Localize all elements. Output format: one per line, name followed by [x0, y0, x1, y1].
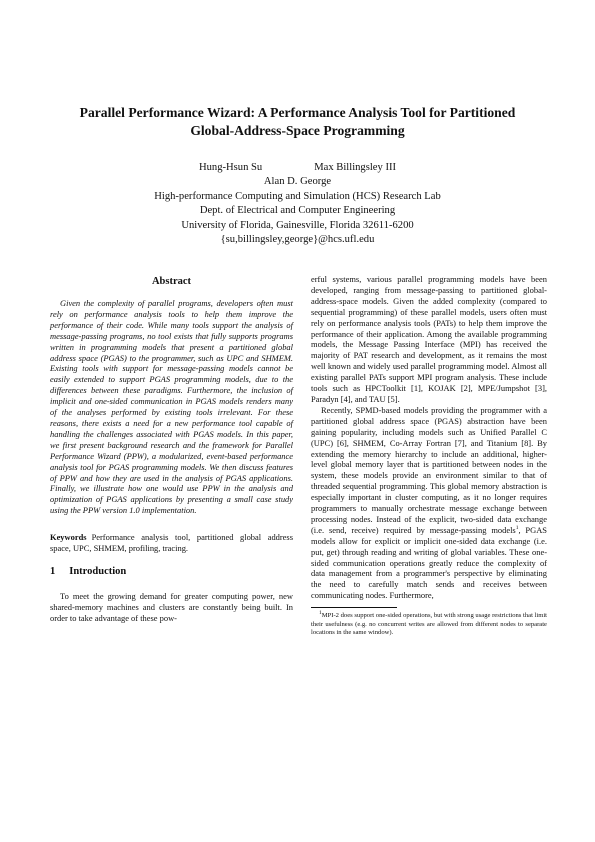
intro-paragraph-2-part-a: Recently, SPMD-based models providing the programmer with a partitioned global address space (PGAS) abstraction have been gaining popularity, including models such as Unified Parallel C (UPC) [6], SHMEM, Co-Array Fortran [7], and Titanium [8]. By extending the memory hierarchy to include an additional, higher-level global memory layer that is partitioned between nodes in the system, these models provide an environment similar to that of threaded sequential programming. This global memory abstraction is especially important in cluster computing, as it no longer requires programmers to manually orchestrate message exchange between processing nodes. Instead of the explicit, two-sided data exchange (i.e. send, receive) required by message-passing models — [311, 404, 547, 535]
author-3: Alan D. George — [263, 176, 332, 188]
footnote-mark: 1 — [319, 610, 322, 616]
right-column — [311, 274, 547, 638]
intro-paragraph-2-part-b: , PGAS models allow for explicit or implicit one-sided data exchange (i.e. put, get) through reading and writing of global variables. These one-sided communication operations greatly reduce the complexity of data management from a programmer's perspective by eliminating the need to carefully match sends and receives between communicating nodes. Furthermore, — [311, 524, 548, 601]
author-block — [40, 161, 555, 247]
title-line-2: Global-Address-Space Programming — [190, 123, 405, 138]
section-title: Introduction — [69, 565, 127, 577]
paper-title — [40, 104, 555, 140]
title-line-1: Parallel Performance Wizard: A Performance Analysis Tool for Partitioned — [79, 105, 516, 120]
intro-paragraph-2 — [311, 405, 547, 601]
affiliation-dept: Dept. of Electrical and Computer Engineering — [199, 205, 396, 217]
left-column — [50, 275, 293, 624]
author-1: Hung-Hsun Su — [198, 162, 263, 173]
section-heading-introduction — [50, 565, 293, 579]
affiliation-lab: High-performance Computing and Simulation (HCS) Research Lab — [154, 190, 441, 202]
author-names-row — [40, 161, 555, 175]
author-2: Max Billingsley III — [314, 162, 397, 173]
footnote-ref: 1 — [515, 525, 519, 532]
author-email: {su,billingsley,george}@hcs.ufl.edu — [220, 234, 375, 246]
abstract-text: Given the complexity of parallel programs, developers often must rely on performance analysis tools to help them improve the performance of their code. While many tools support the analysis of message-passing programs, no tool exists that fully supports programs written in programming models that present a partitioned global address space (PGAS) to the programmer, such as UPC and SHMEM. Existing tools with support for message-passing models cannot be easily extended to support PGAS programming models, due to the differences between these paradigms. Furthermore, the inclusion of implicit and one-sided communication in PGAS models renders many of the analyses performed by existing tools irrelevant. For these reasons, there exists a need for a new performance tool capable of handling the challenges associated with PGAS models. In this paper, we first present background research and the framework for Parallel Performance Wizard (PPW), a modularized, event-based performance analysis tool for PGAS programming models. We then discuss features of PPW and how they are used in the analysis of PGAS applications. Finally, we illustrate how one would use PPW in the analysis and optimization of PGAS applications by presenting a small case study using the PPW version 1.0 implementation. — [50, 298, 293, 516]
section-number: 1 — [50, 565, 56, 577]
footnote-text: MPI-2 does support one-sided operations, but with strong usage restrictions that limit their usefulness (e.g. no concurrent writes are allowed from different nodes to separate locations in the same window). — [311, 612, 548, 637]
keywords — [50, 532, 293, 554]
footnote — [311, 612, 547, 638]
footnote-rule — [311, 607, 397, 608]
keywords-label: Keywords — [50, 532, 87, 543]
intro-paragraph-1-start: To meet the growing demand for greater computing power, new shared-memory machines and clusters are constantly being built. In order to take advantage of these pow- — [50, 590, 293, 623]
abstract-heading: Abstract — [151, 276, 192, 287]
intro-paragraph-1-continued: erful systems, various parallel programming models have been developed, ranging from message-passing to partitioned global-address-space models. Given the added complexity (compared to sequential programming) of these parallel models, users often must rely on performance analysis tools (PATs) to help them improve the performance of their application. Among the available programming models, the Message Passing Interface (MPI) has received the majority of PAT research and development, as it remains the most well known and widely used parallel programming model. Almost all existing parallel PATs support MPI program analysis. These include tools such as HPCToolkit [1], KOJAK [2], MPE/Jumpshot [3], Paradyn [4], and TAU [5]. — [311, 274, 547, 404]
keywords-text: Performance analysis tool, partitioned global address space, UPC, SHMEM, profiling, tracing. — [50, 532, 293, 554]
affiliation-university: University of Florida, Gainesville, Florida 32611-6200 — [181, 219, 414, 231]
